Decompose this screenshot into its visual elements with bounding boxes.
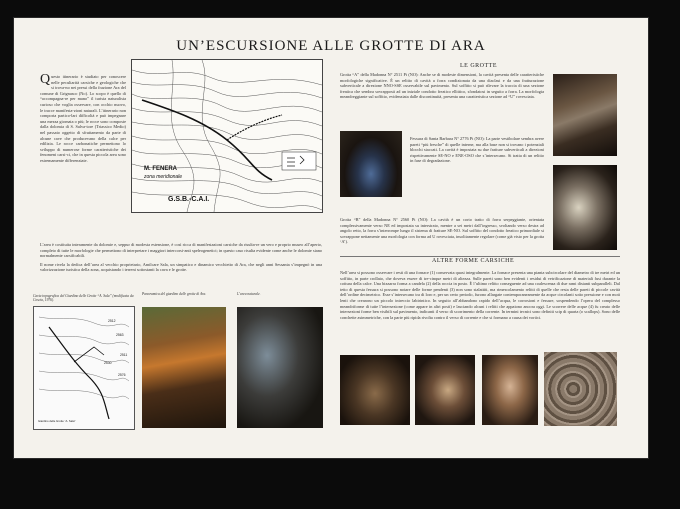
trail-map [131, 59, 323, 213]
grotta-a-description: Grotta “A” della Madonna N° 2511 Pi (NO): Anche se di modeste dimensioni, la cavità presenta delle caratteristiche morfologiche significative. È un relitto di cavità a forra condizionata da una diaclasi e da una fratturazione subverticale a direzione NNO-SSE osservabile sul pavimento. Sul soffitto si può rilevare la traccia di una sezione freatica che sembra sovrapposti ad un iniziale condotto freatico ellittico, sfondatosi in seguito a forra. La morfologia meandreggiante sul soffitto, evidenziata dalle discontinuità, presenta una caratteristica sezione ad “U” rovesciata. [340, 72, 544, 100]
santa-barbara-text [410, 136, 544, 167]
intro-text-3: Il nome rivela la dedica dell’area al vecchio proprietario, Amilcare Sala, un simpatico e dinamico vecchietto di Ara, che negli anni Sessanta s’impegnò in una valorizzazione turistica della zona, acquistando i terreni sottostanti la cava e le grotte. [40, 261, 322, 273]
map-zone-title: M. FENERA [144, 166, 177, 172]
small-map-number-1: 2512 [108, 319, 116, 323]
section-divider [340, 256, 620, 257]
photo-grotta-b [553, 165, 617, 250]
small-map-caption: Carta topografica del Giardino delle Grotte “A. Sala” (modificata da Coscia, 1976). [33, 294, 134, 303]
contour-lines [132, 60, 322, 212]
intro-paragraph-2 [40, 242, 322, 276]
altre-forme-text [340, 270, 620, 323]
photo-grotta-a [553, 74, 617, 156]
photo-area-naturale [237, 307, 323, 428]
heading-le-grotte: LE GROTTE [460, 63, 497, 69]
small-map-number-2: 2563 [116, 333, 124, 337]
board-title: UN’ESCURSIONE ALLE GROTTE DI ARA [176, 38, 486, 54]
grotta-a-text [340, 72, 544, 103]
photo-area-naturale-caption: L’area naturale. [237, 292, 261, 296]
photo-fornace [340, 355, 410, 425]
intro-text: uesto itinerario è studiato per conoscere nelle peculiarità carsiche e geologiche che si trova-no nei pressi della frazione Ara del comune di Grignasco (No). Lo scopo è quello di “accompagna-re per mano” il turista naturalista curioso che voglia osservare, con occhio nuovo, le tracce manifesta-zioni naturali. L’itinerario non comporta partico-lari difficoltà e può impegnare una mezza giornata o più; le rocce sono composte dalla dolomia di S. Salva-tore (Triassico Medio) nel passato oggetto di sfruttamento da parte di alcune cave che producevano della calce per edilizia. Le rocce carbonatiche permettono lo sviluppo di numerose forme caratteristiche dei fenomeni carsi-ci, che in questa piccola area sono estremamente differenziate. [40, 74, 126, 163]
photo-santa-barbara [340, 131, 402, 197]
small-topographic-map [33, 306, 135, 430]
small-map-legend: Giardino delle Grotte “A. Sala” [38, 418, 76, 423]
photo-panoramica [142, 307, 226, 428]
small-map-lines [34, 307, 134, 429]
grotta-b-description: Grotta “B” della Madonna N° 2560 Pi (NO): La cavità è un corto tratto di forra serpeggiante, orientata complessivamente verso NE ed impostata su interstrato, mentre a sei metri dall’ingresso, svoltando verso destra ad angolo retto, la forra s’interrompe lungo il sistema di fratture SE-NO. Sul soffitto del condotto freatico primordiale si sovrappone nettamente una morfologia con forma ad U rovesciata, insolitamente regolare (come già visto per la grotta ‘A’). [340, 217, 544, 245]
small-map-number-5: 2530 [104, 361, 112, 365]
photo-forme-pendenti [482, 355, 538, 425]
intro-column [40, 74, 126, 164]
grotta-b-text [340, 217, 544, 248]
altre-forme-description: Nell’area si possono osservare i resti di una fornace (1) conservata quasi integralmente. La fornace presenta una pianta subcircolare del diametro di tre metri ed un soffitto, in parte crollato, che doveva essere di tre-cinque metri di altezza. Sulle pareti sono ben evidenti i residui di vetrificazione di materiali fusi durante la cottura della calce. Una bizzarra forma a candela (2) della roccia in posto. È l’ultimo relitto conseguente ad una coalescenza di due rami distanti subparalleli. Dal tetto di questa fessura si possono notare delle forme pendenti (3) non sono stalattiti, ma rimescolamento relitti di quelle che resta delle pareti di piccole cavità dell’ordine decimetrico. Esse s’intersecano tra di loro e, per un certo periodo, furono allargate contemporaneamente da acque circolanti sotto pressione e con moti lenti che crearono un piccolo intreccio labirintico. In seguito all’abbandono rapido dell’acqua, le corrosioni e fessure, sospendendo l’opera del complesso meandriforme di tutte l’intersezione (come appare in altri posti) e lasciando alcuni i relitti che appaiono ancora oggi. Le scorrere delle acque (4) fu creato delle intersezioni forme ben visibili sul pavimento, indicanti il verso di scorrimento della corrente. In termini tecnici sono definiti scip di quarta (o scallops). Sono delle conchette asimmetriche, con la parte più ripida rivolta contro il verso di corrente e che si formano a causa dei vortici. [340, 270, 620, 320]
heading-altre-forme: ALTRE FORME CARSICHE [432, 258, 515, 264]
photo-candela [415, 355, 475, 425]
intro-text-2: L’area è costituita interamente da dolomie e, seppur di modesta estensione, è così ricca di manifestazioni carsiche da risulta-re un vero e proprio museo all’aperto, completo di tutte le morfologie che permettono di interpretare i maggiori intercorsi-anti speleogenetici; in questo caso risulta evidente come anche le dolomie siano normalmente carsificabili. [40, 242, 322, 259]
drop-cap: Q [40, 72, 51, 87]
photo-scallops [544, 352, 617, 426]
map-zone-subtitle: zona meridionale [144, 174, 183, 180]
map-credit: G.S.B.-C.A.I. [168, 196, 210, 203]
small-map-number-4: 2576 [118, 373, 126, 377]
santa-barbara-description: Fessura di Santa Barbara N° 2776 Pi (NO): La parte vestibolare sembra avere pareti “più fresche” di quelle interne, ma alla base non si trovano i potenziali blocchi staccati. La cavità è impostata su due fratture subverticali a direzioni rispettivamente SE-NO e ENE-OSO che s’intersecano. Si tratta di un relitto in fase di degradazione. [410, 136, 544, 164]
small-map-number-3: 2511 [120, 353, 128, 357]
photo-panoramica-caption: Panoramica del giardino delle grotte di Ara. [142, 292, 207, 296]
